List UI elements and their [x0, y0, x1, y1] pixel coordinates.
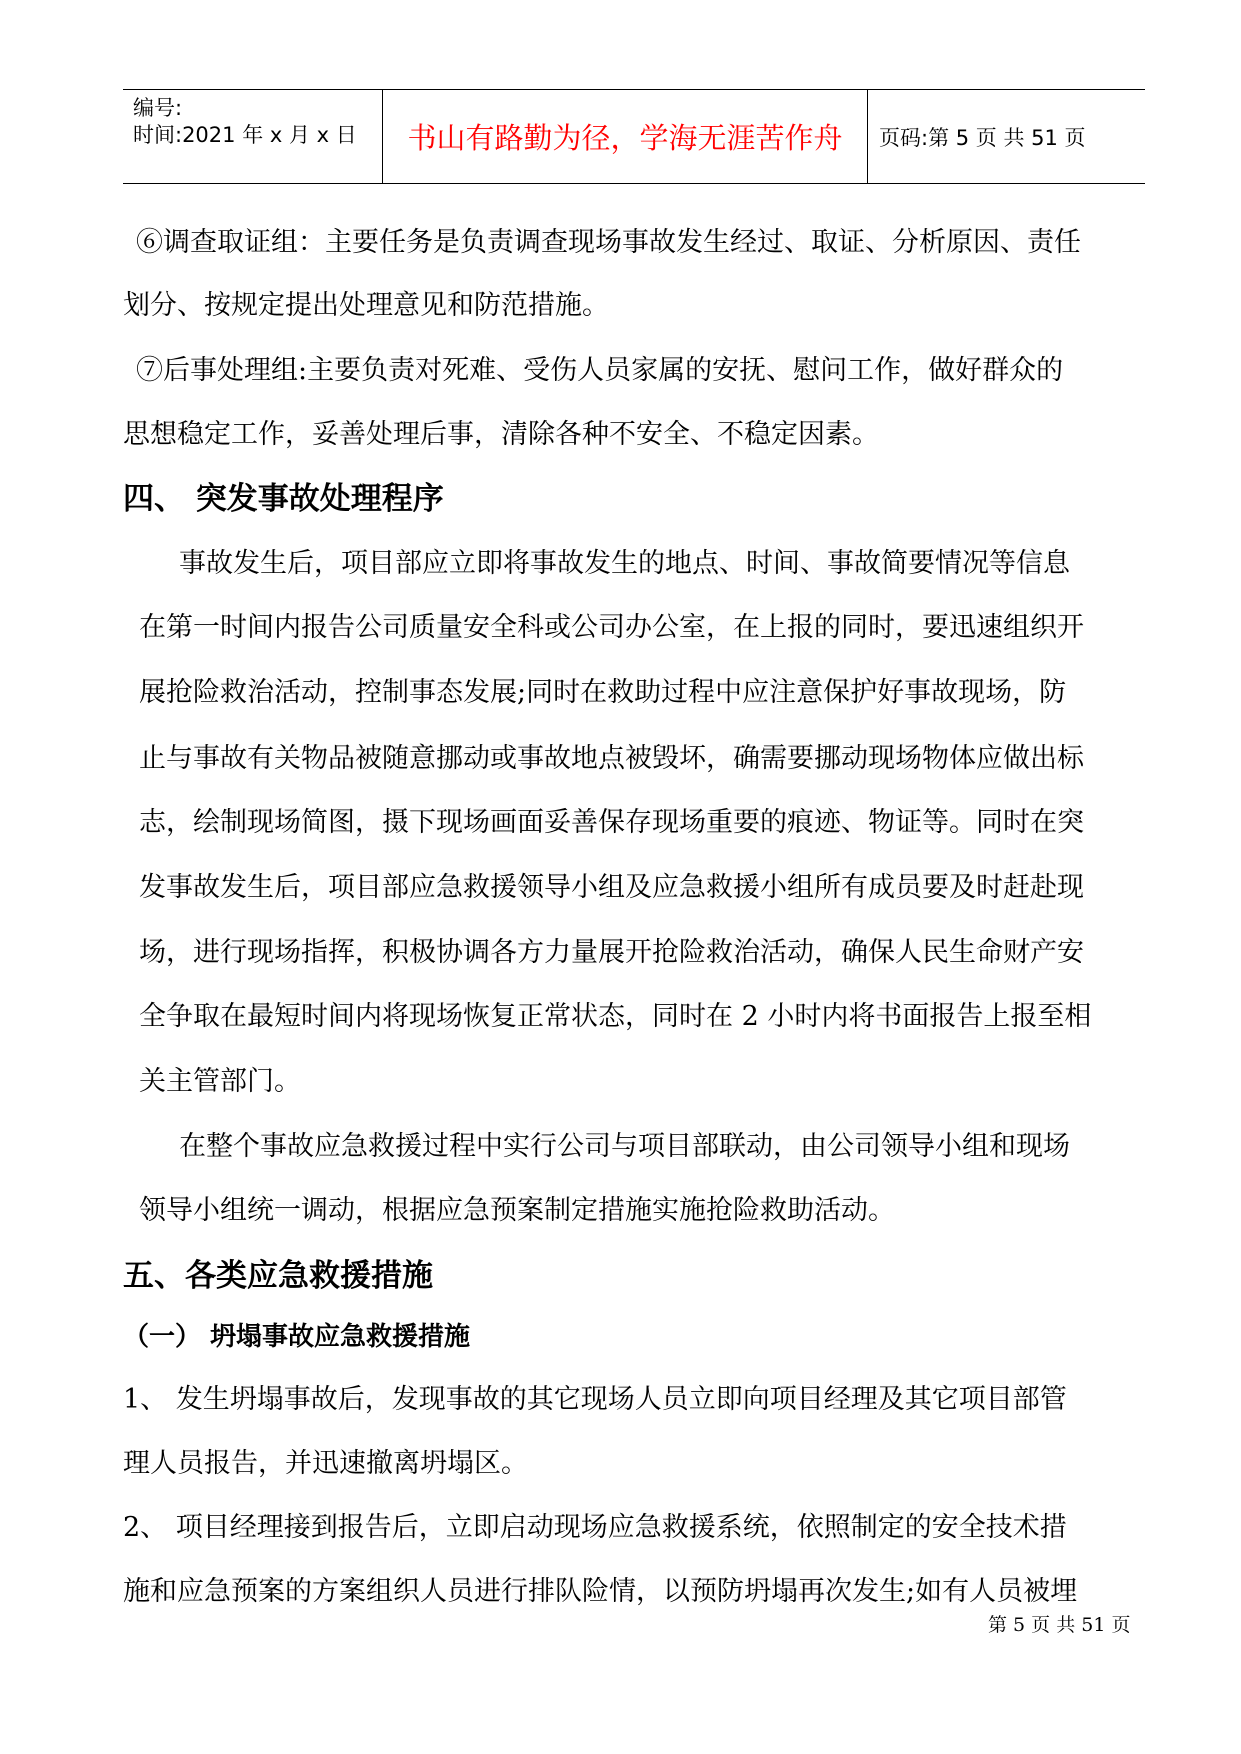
text-line: 在整个事故应急救援过程中实行公司与项目部联动，由公司领导小组和现场 — [179, 1131, 1070, 1162]
header-right-cell — [867, 90, 1145, 183]
text-line: 全争取在最短时间内将现场恢复正常状态，同时在 2 小时内将书面报告上报至相 — [139, 1001, 1092, 1032]
text-line: 关主管部门。 — [139, 1066, 301, 1097]
document-header — [123, 89, 1145, 184]
text-line: 在第一时间内报告公司质量安全科或公司办公室，在上报的同时，要迅速组织开 — [139, 612, 1084, 643]
text-line: 理人员报告，并迅速撤离坍塌区。 — [123, 1448, 528, 1479]
header-page-info: 页码:第 5 页 共 51 页 — [879, 125, 1086, 150]
text-line: 志，绘制现场简图，摄下现场画面妥善保存现场重要的痕迹、物证等。同时在突 — [139, 807, 1084, 838]
header-motto: 书山有路勤为径，学海无涯苦作舟 — [407, 121, 843, 155]
text-line: 1、 发生坍塌事故后，发现事故的其它现场人员立即向项目经理及其它项目部管 — [123, 1384, 1067, 1415]
subsection-heading: （一） 坍塌事故应急救援措施 — [123, 1322, 471, 1352]
text-line: 领导小组统一调动，根据应急预案制定措施实施抢险救助活动。 — [139, 1195, 895, 1226]
text-line: ⑥调查取证组：主要任务是负责调查现场事故发生经过、取证、分析原因、责任 — [136, 227, 1081, 258]
text-line: 展抢险救治活动，控制事态发展;同时在救助过程中应注意保护好事故现场，防 — [139, 677, 1067, 708]
document-number-label: 编号: — [133, 96, 183, 120]
document-time-label: 时间:2021 年 x 月 x 日 — [133, 123, 357, 147]
text-line: 发事故发生后，项目部应急救援领导小组及应急救援小组所有成员要及时赶赴现 — [139, 872, 1084, 903]
text-line: 止与事故有关物品被随意挪动或事故地点被毁坏，确需要挪动现场物体应做出标 — [139, 743, 1084, 774]
text-line: 事故发生后，项目部应立即将事故发生的地点、时间、事故简要情况等信息 — [179, 548, 1070, 579]
section-heading: 五、各类应急救援措施 — [123, 1258, 433, 1294]
header-left-cell — [123, 90, 382, 183]
section-heading: 四、 突发事故处理程序 — [123, 481, 444, 517]
text-line: 思想稳定工作，妥善处理后事，清除各种不安全、不稳定因素。 — [123, 419, 879, 450]
text-line: 施和应急预案的方案组织人员进行排队险情，以预防坍塌再次发生;如有人员被埋 — [123, 1576, 1078, 1607]
text-line: 场，进行现场指挥，积极协调各方力量展开抢险救治活动，确保人民生命财产安 — [139, 937, 1084, 968]
text-line: ⑦后事处理组:主要负责对死难、受伤人员家属的安抚、慰问工作，做好群众的 — [136, 355, 1064, 386]
page-footer: 第 5 页 共 51 页 — [988, 1614, 1131, 1636]
text-line: 划分、按规定提出处理意见和防范措施。 — [123, 290, 609, 321]
text-line: 2、 项目经理接到报告后，立即启动现场应急救援系统，依照制定的安全技术措 — [123, 1512, 1067, 1543]
header-center-cell — [382, 90, 868, 183]
